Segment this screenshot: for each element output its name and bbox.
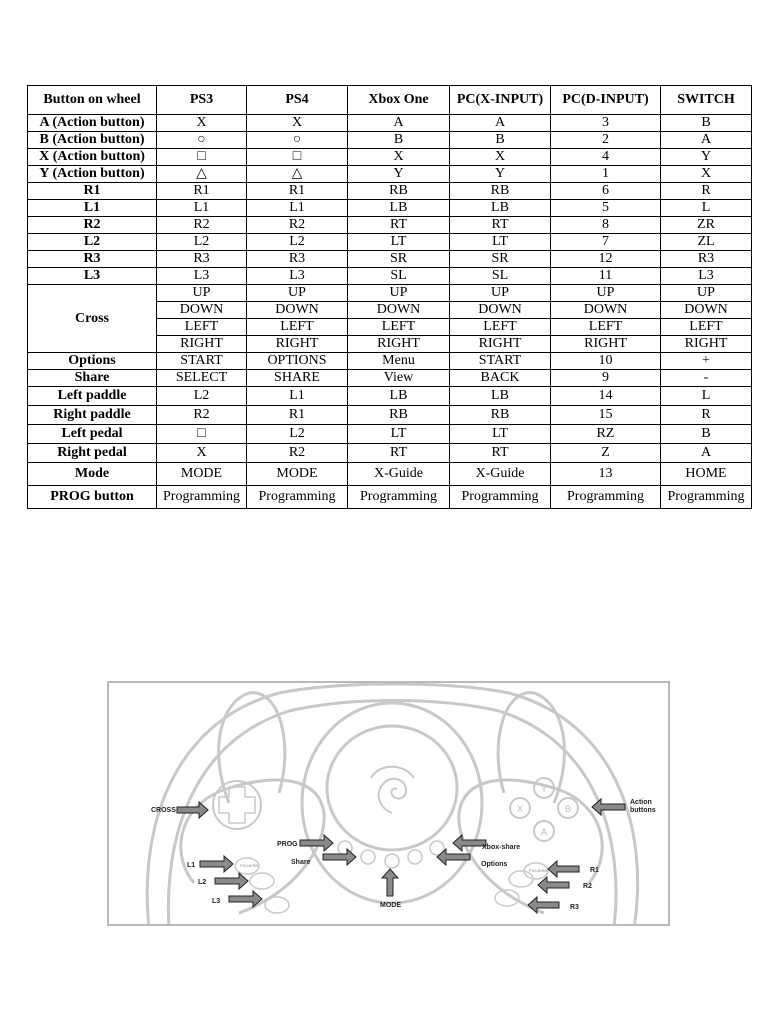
- table-cell: BACK: [450, 370, 551, 387]
- table-cell: RIGHT: [661, 336, 752, 353]
- table-cell: UP: [157, 285, 247, 302]
- table-row: [28, 166, 752, 183]
- arrow-r2: [538, 877, 569, 893]
- table-row: [28, 268, 752, 285]
- table-cell: R3: [661, 251, 752, 268]
- table-row: [28, 149, 752, 166]
- table-cell: ○: [157, 132, 247, 149]
- table-cell: RT: [348, 217, 450, 234]
- label-action-line1: Action: [630, 799, 652, 806]
- table-cell: Programming: [157, 486, 247, 509]
- row-label: Share: [28, 370, 157, 387]
- table-cell: △: [247, 166, 348, 183]
- table-row: [28, 444, 752, 463]
- table-cell: Menu: [348, 353, 450, 370]
- table-cell: DOWN: [247, 302, 348, 319]
- table-cell: LEFT: [247, 319, 348, 336]
- table-row: [28, 132, 752, 149]
- table-cell: ○: [247, 132, 348, 149]
- table-cell: RIGHT: [348, 336, 450, 353]
- table-cell: LEFT: [551, 319, 661, 336]
- table-cell: SL: [348, 268, 450, 285]
- table-cell: A: [450, 115, 551, 132]
- table-row: [28, 387, 752, 406]
- table-cell: 2: [551, 132, 661, 149]
- table-cell: HOME: [661, 463, 752, 486]
- table-cell: Programming: [661, 486, 752, 509]
- table-cell: DOWN: [348, 302, 450, 319]
- table-cell: L2: [247, 425, 348, 444]
- row-label: R2: [28, 217, 157, 234]
- label-r3: R3: [570, 904, 579, 911]
- arrow-r3: [528, 897, 559, 913]
- column-header: PS4: [247, 86, 348, 115]
- row-label: L2: [28, 234, 157, 251]
- face-button-b: B: [564, 804, 572, 814]
- table-cell: X-Guide: [348, 463, 450, 486]
- table-cell: △: [157, 166, 247, 183]
- table-cell: X: [157, 444, 247, 463]
- table-cell: R3: [157, 251, 247, 268]
- arrow-l2: [215, 873, 248, 889]
- table-cell: R3: [247, 251, 348, 268]
- table-cell: L2: [247, 234, 348, 251]
- table-row: [28, 200, 752, 217]
- table-cell: L3: [247, 268, 348, 285]
- table-cell: LB: [450, 200, 551, 217]
- arrow-l1: [200, 856, 233, 872]
- table-cell: RIGHT: [551, 336, 661, 353]
- table-cell: A: [661, 444, 752, 463]
- table-cell: Y: [661, 149, 752, 166]
- table-cell: UP: [348, 285, 450, 302]
- svg-text:PS/LB/RB: PS/LB/RB: [240, 863, 259, 868]
- table-cell: R: [661, 406, 752, 425]
- table-cell: X: [157, 115, 247, 132]
- table-cell: 8: [551, 217, 661, 234]
- table-cell: LEFT: [348, 319, 450, 336]
- label-l2: L2: [198, 879, 207, 886]
- table-cell: RT: [450, 217, 551, 234]
- table-cell: L: [661, 200, 752, 217]
- table-cell: R2: [247, 444, 348, 463]
- table-cell: START: [450, 353, 551, 370]
- table-cell: 4: [551, 149, 661, 166]
- table-cell: Z: [551, 444, 661, 463]
- table-cell: B: [661, 425, 752, 444]
- table-cell: +: [661, 353, 752, 370]
- row-label: L1: [28, 200, 157, 217]
- table-cell: RZ: [551, 425, 661, 444]
- callout-arrows: [177, 799, 625, 913]
- table-cell: SELECT: [157, 370, 247, 387]
- table-cell: LT: [348, 234, 450, 251]
- table-cell: ZR: [661, 217, 752, 234]
- table-row: [28, 406, 752, 425]
- table-cell: A: [348, 115, 450, 132]
- column-header: SWITCH: [661, 86, 752, 115]
- table-cell: 12: [551, 251, 661, 268]
- row-label: Right pedal: [28, 444, 157, 463]
- table-cell: L3: [157, 268, 247, 285]
- table-cell: L2: [157, 234, 247, 251]
- table-cell: X-Guide: [450, 463, 551, 486]
- arrow-mode: [382, 869, 398, 896]
- table-cell: 7: [551, 234, 661, 251]
- table-cell: RIGHT: [157, 336, 247, 353]
- row-label: A (Action button): [28, 115, 157, 132]
- face-button-y: Y: [540, 784, 548, 794]
- table-cell: L3: [661, 268, 752, 285]
- column-header: PS3: [157, 86, 247, 115]
- row-label: Left pedal: [28, 425, 157, 444]
- table-cell: 15: [551, 406, 661, 425]
- arrow-r1: [548, 861, 579, 877]
- table-row: [28, 115, 752, 132]
- column-header: PC(X-INPUT): [450, 86, 551, 115]
- row-label: Y (Action button): [28, 166, 157, 183]
- table-cell: ZL: [661, 234, 752, 251]
- table-cell: UP: [661, 285, 752, 302]
- label-prog: PROG: [277, 841, 298, 848]
- table-cell: RB: [348, 406, 450, 425]
- table-row: [28, 353, 752, 370]
- table-cell: A: [661, 132, 752, 149]
- table-row: [28, 486, 752, 509]
- label-options: Options: [481, 861, 508, 868]
- row-label: Options: [28, 353, 157, 370]
- table-cell: SL: [450, 268, 551, 285]
- steering-wheel-diagram: [107, 681, 670, 926]
- table-cell: LB: [348, 387, 450, 406]
- table-cell: Programming: [348, 486, 450, 509]
- column-header: Button on wheel: [28, 86, 157, 115]
- table-cell: LT: [450, 234, 551, 251]
- table-cell: R2: [157, 217, 247, 234]
- table-cell: L: [661, 387, 752, 406]
- table-row: [28, 234, 752, 251]
- label-action-line2: buttons: [630, 807, 656, 814]
- table-row: [28, 217, 752, 234]
- table-row: [28, 425, 752, 444]
- table-cell: LB: [450, 387, 551, 406]
- table-cell: DOWN: [661, 302, 752, 319]
- table-cell: R2: [247, 217, 348, 234]
- table-cell: START: [157, 353, 247, 370]
- table-cell: SR: [450, 251, 551, 268]
- face-button-a: A: [540, 827, 548, 837]
- table-cell: View: [348, 370, 450, 387]
- label-cross: CROSS: [151, 807, 176, 814]
- table-cell: □: [157, 425, 247, 444]
- wheel-drawing: [109, 683, 670, 926]
- table-cell: B: [348, 132, 450, 149]
- callout-labels: [151, 799, 656, 911]
- label-r2: R2: [583, 883, 592, 890]
- table-row: [28, 370, 752, 387]
- table-cell: X: [247, 115, 348, 132]
- table-row: [28, 183, 752, 200]
- label-r1: R1: [590, 867, 599, 874]
- label-mode: MODE: [380, 902, 401, 909]
- table-cell: Programming: [450, 486, 551, 509]
- svg-text:PS/LB/RB: PS/LB/RB: [529, 868, 548, 873]
- table-cell: 10: [551, 353, 661, 370]
- table-cell: 3: [551, 115, 661, 132]
- table-cell: RB: [348, 183, 450, 200]
- table-cell: Y: [348, 166, 450, 183]
- label-xbox-share: Xbox-share: [482, 844, 521, 851]
- row-label: Left paddle: [28, 387, 157, 406]
- row-label: Right paddle: [28, 406, 157, 425]
- row-label: Mode: [28, 463, 157, 486]
- table-row: [28, 285, 752, 302]
- column-header: Xbox One: [348, 86, 450, 115]
- table-cell: 6: [551, 183, 661, 200]
- table-cell: 5: [551, 200, 661, 217]
- table-cell: DOWN: [450, 302, 551, 319]
- table-row: [28, 251, 752, 268]
- table-cell: MODE: [247, 463, 348, 486]
- table-cell: LEFT: [661, 319, 752, 336]
- table-cell: 13: [551, 463, 661, 486]
- table-cell: □: [157, 149, 247, 166]
- table-cell: R1: [157, 183, 247, 200]
- label-l1: L1: [187, 862, 196, 869]
- table-cell: LEFT: [450, 319, 551, 336]
- table-cell: L1: [157, 200, 247, 217]
- row-label: R3: [28, 251, 157, 268]
- table-cell: LB: [348, 200, 450, 217]
- table-cell: RT: [348, 444, 450, 463]
- table-cell: Programming: [551, 486, 661, 509]
- row-label: Cross: [28, 285, 157, 353]
- table-cell: UP: [247, 285, 348, 302]
- table-cell: MODE: [157, 463, 247, 486]
- table-row: [28, 463, 752, 486]
- table-cell: R1: [247, 183, 348, 200]
- table-cell: □: [247, 149, 348, 166]
- row-label: R1: [28, 183, 157, 200]
- table-cell: UP: [551, 285, 661, 302]
- table-cell: LEFT: [157, 319, 247, 336]
- table-cell: SHARE: [247, 370, 348, 387]
- table-cell: L1: [247, 200, 348, 217]
- table-body: [28, 115, 752, 509]
- table-cell: Y: [450, 166, 551, 183]
- table-cell: DOWN: [551, 302, 661, 319]
- table-cell: R2: [157, 406, 247, 425]
- table-cell: 9: [551, 370, 661, 387]
- table-cell: L1: [247, 387, 348, 406]
- table-cell: RT: [450, 444, 551, 463]
- column-header: PC(D-INPUT): [551, 86, 661, 115]
- table-cell: RB: [450, 406, 551, 425]
- table-cell: X: [348, 149, 450, 166]
- table-cell: 11: [551, 268, 661, 285]
- table-cell: RIGHT: [450, 336, 551, 353]
- table-cell: X: [661, 166, 752, 183]
- table-cell: Programming: [247, 486, 348, 509]
- table-cell: 14: [551, 387, 661, 406]
- row-label: B (Action button): [28, 132, 157, 149]
- table-cell: R: [661, 183, 752, 200]
- label-share: Share: [291, 859, 311, 866]
- table-cell: OPTIONS: [247, 353, 348, 370]
- table-cell: X: [450, 149, 551, 166]
- header-row: [28, 86, 752, 115]
- table-cell: RIGHT: [247, 336, 348, 353]
- table-header: [28, 86, 752, 115]
- table-cell: SR: [348, 251, 450, 268]
- table-cell: DOWN: [157, 302, 247, 319]
- table-cell: RB: [450, 183, 551, 200]
- table-cell: LT: [348, 425, 450, 444]
- label-l3: L3: [212, 898, 221, 905]
- table-cell: L2: [157, 387, 247, 406]
- row-label: X (Action button): [28, 149, 157, 166]
- table-cell: 1: [551, 166, 661, 183]
- row-label: PROG button: [28, 486, 157, 509]
- table-cell: LT: [450, 425, 551, 444]
- button-mapping-table: [27, 85, 752, 509]
- row-label: L3: [28, 268, 157, 285]
- face-button-x: X: [516, 804, 524, 814]
- table-cell: -: [661, 370, 752, 387]
- table-cell: UP: [450, 285, 551, 302]
- table-cell: B: [661, 115, 752, 132]
- table-cell: B: [450, 132, 551, 149]
- table-cell: R1: [247, 406, 348, 425]
